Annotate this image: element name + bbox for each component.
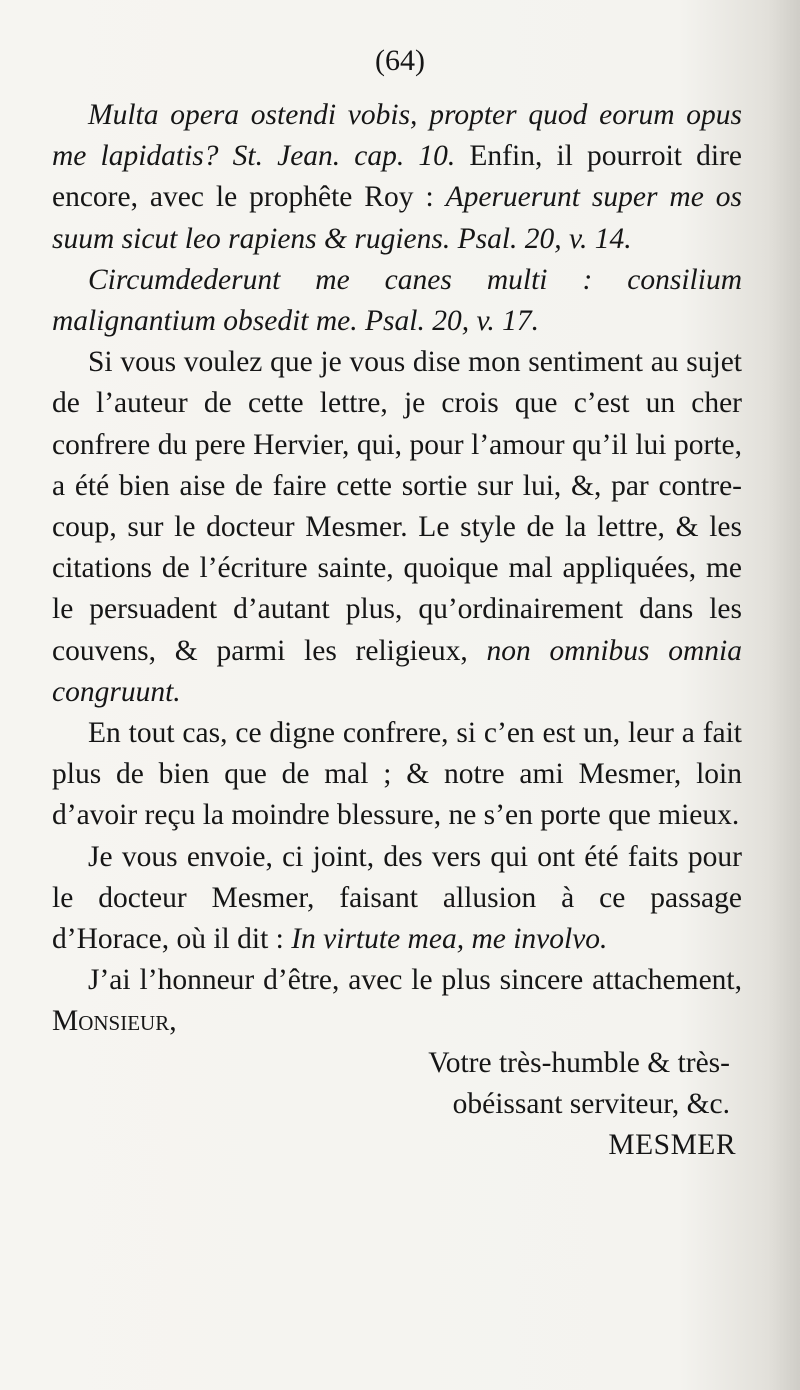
closing-line-1: Votre très-humble & très- [428, 1046, 730, 1079]
paragraph-latin-quote-1 [52, 95, 742, 260]
paragraph-verses [52, 837, 742, 961]
paragraph-author-opinion [52, 342, 742, 713]
paragraph-confrere [52, 713, 742, 837]
latin-phrase: non omnibus omnia congruunt. [52, 634, 743, 708]
paragraph-text: Je vous envoie, ci joint, des vers qui ont été faits pour le docteur Mesmer, faisant allusion à ce passage d’Horace, où il dit : [52, 840, 742, 956]
latin-quote-psalm-17: Circumdederunt me canes multi : consilium malignantium obsedit me. Psal. 20, v. 17. [52, 263, 742, 338]
paragraph-text: Si vous voulez que je vous dise mon sentiment au sujet de l’auteur de cette lettre, je crois que c’est un cher confrere du pere Hervier, qui, pour l’amour qu’il lui porte, a été bien aise de faire cette sortie sur lui, &, par contre-coup, sur le docteur Mesmer. Le style de la lettre, & les citations de l’écriture sainte, quoique mal appliquées, me le persuadent d’autant plus, qu’ordinairement dans les couvens, & parmi les religieux, [52, 346, 742, 667]
paragraph-latin-quote-2 [52, 260, 742, 342]
paragraph-text: En tout cas, ce digne confrere, si c’en est un, leur a fait plus de bien que de mal ; & notre ami Mesmer, loin d’avoir reçu la moindre blessure, ne s’en porte que mieux. [52, 717, 742, 832]
paragraph-text: Enfin, il pourroit dire encore, avec le prophête Roy : [52, 140, 742, 214]
paragraph-text: , [169, 1005, 177, 1038]
closing-line-2: obéissant serviteur, &c. [452, 1087, 730, 1120]
latin-quote-psalm-14: Aperuerunt super me os suum sicut leo rapiens & rugiens. Psal. 20, v. 14. [52, 181, 742, 255]
horace-quote: In virtute mea, me involvo. [291, 923, 608, 956]
page-number: (64) [375, 44, 425, 77]
page-body [52, 95, 742, 1166]
paragraph-text: J’ai l’honneur d’être, avec le plus sincere attachement, [88, 964, 742, 997]
paragraph-salutation [52, 960, 742, 1042]
signature: MESMER [608, 1129, 736, 1162]
latin-quote-john: Multa opera ostendi vobis, propter quod eorum opus me lapidatis? St. Jean. cap. 10. [52, 99, 742, 173]
salutation-monsieur: Monsieur [52, 1005, 170, 1038]
